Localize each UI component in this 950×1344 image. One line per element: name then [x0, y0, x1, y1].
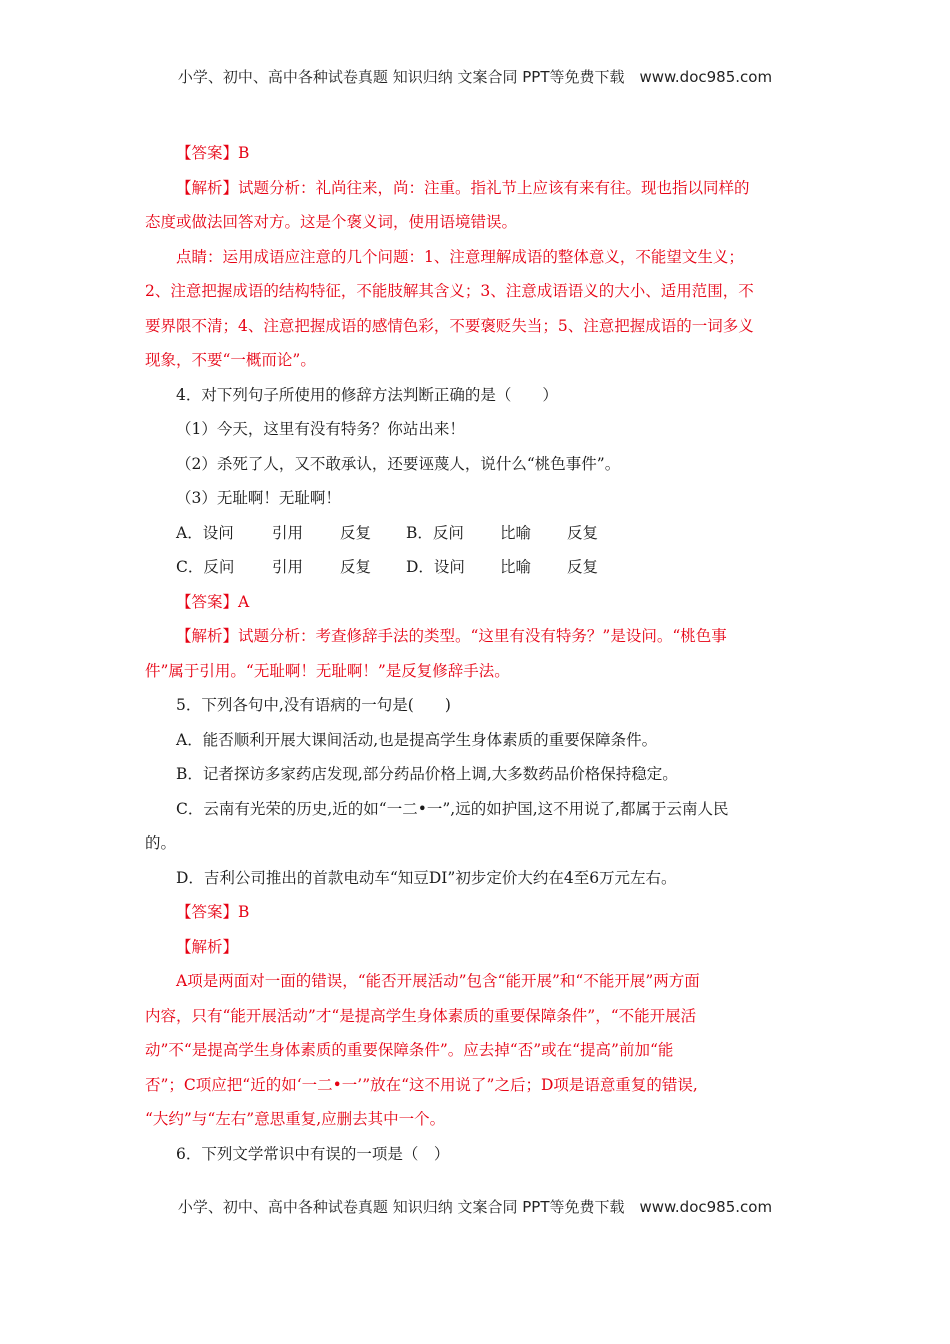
q4-sentence-3: （3）无耻啊！无耻啊！	[176, 489, 341, 507]
q4-option-b-2: 比喻	[500, 523, 532, 542]
page-footer: 小学、初中、高中各种试卷真题 知识归纳 文案合同 PPT等免费下载 www.doc985.com	[177, 1198, 773, 1216]
q3-tip-line-2: 2、注意把握成语的结构特征，不能肢解其含义；3、注意成语语义的大小、适用范围，不	[145, 282, 754, 300]
q5-answer: 【答案】B	[176, 903, 250, 921]
q3-answer: 【答案】B	[176, 144, 250, 162]
q3-analysis-line-1: 【解析】试题分析：礼尚往来，尚：注重。指礼节上应该有来有往。现也指以同样的	[176, 178, 750, 197]
q4-option-d-1: D．设问	[406, 558, 465, 576]
q6-stem: 6．下列文学常识中有误的一项是（ ）	[176, 1144, 450, 1163]
q5-analysis-line-5: “大约”与“左右”意思重复,应删去其中一个。	[145, 1110, 446, 1128]
q4-sentence-1: （1）今天，这里有没有特务？你站出来！	[176, 420, 465, 438]
q3-tip-line-4: 现象，不要“一概而论”。	[145, 351, 316, 369]
q4-option-a-1: A．设问	[176, 523, 234, 542]
q5-option-c-line-2: 的。	[145, 834, 177, 852]
q4-option-b-1: B．反问	[406, 523, 464, 542]
q5-analysis-label: 【解析】	[176, 937, 239, 956]
q4-option-d-2: 比喻	[500, 558, 532, 576]
q4-option-c-3: 反复	[340, 558, 372, 576]
q4-analysis-line-2: 件”属于引用。“无耻啊！无耻啊！”是反复修辞手法。	[145, 661, 510, 680]
q4-option-b-3: 反复	[567, 523, 599, 542]
q4-sentence-2: （2）杀死了人，又不敢承认，还要诬蔑人，说什么“桃色事件”。	[176, 454, 621, 473]
q5-analysis-line-4: 否”；C项应把“近的如‘一二•一’”放在“这不用说了”之后；D项是语意重复的错误,	[145, 1075, 698, 1094]
q5-option-d: D．吉利公司推出的首款电动车“知豆DI”初步定价大约在4至6万元左右。	[176, 868, 677, 887]
q4-options-row-1	[145, 516, 805, 551]
q5-option-a: A．能否顺利开展大课间活动,也是提高学生身体素质的重要保障条件。	[176, 730, 658, 749]
q4-stem: 4．对下列句子所使用的修辞方法判断正确的是（ ）	[176, 385, 558, 404]
q4-option-a-3: 反复	[340, 523, 372, 542]
q3-tip-line-3: 要界限不清；4、注意把握成语的感情色彩，不要褒贬失当；5、注意把握成语的一词多义	[145, 316, 754, 335]
q4-analysis-line-1: 【解析】试题分析：考查修辞手法的类型。“这里有没有特务？”是设问。“桃色事	[176, 627, 727, 645]
q4-option-a-2: 引用	[272, 523, 304, 542]
page-header: 小学、初中、高中各种试卷真题 知识归纳 文案合同 PPT等免费下载 www.doc985.com	[177, 68, 773, 86]
q4-option-d-3: 反复	[567, 558, 599, 576]
q4-option-c-2: 引用	[272, 558, 304, 576]
q4-option-c-1: C．反问	[176, 558, 235, 576]
q5-analysis-line-1: A项是两面对一面的错误，“能否开展活动”包含“能开展”和“不能开展”两方面	[176, 972, 700, 990]
q5-stem: 5．下列各句中,没有语病的一句是( )	[176, 696, 451, 714]
q5-option-c-line-1: C．云南有光荣的历史,近的如“一二•一”,远的如护国,这不用说了,都属于云南人民	[176, 799, 729, 818]
document-body	[145, 136, 805, 1171]
q4-options-row-2	[145, 550, 805, 585]
q5-option-b: B．记者探访多家药店发现,部分药品价格上调,大多数药品价格保持稳定。	[176, 765, 678, 783]
q5-analysis-line-2: 内容，只有“能开展活动”才“是提高学生身体素质的重要保障条件”，“不能开展活	[145, 1006, 697, 1025]
q5-analysis-line-3: 动”不“是提高学生身体素质的重要保障条件”。应去掉“否”或在“提高”前加“能	[145, 1041, 674, 1059]
q3-analysis-line-2: 态度或做法回答对方。这是个褒义词，使用语境错误。	[145, 213, 518, 231]
q3-tip-line-1: 点睛：运用成语应注意的几个问题：1、注意理解成语的整体意义，不能望文生义；	[176, 247, 744, 266]
q4-answer: 【答案】A	[176, 592, 250, 611]
